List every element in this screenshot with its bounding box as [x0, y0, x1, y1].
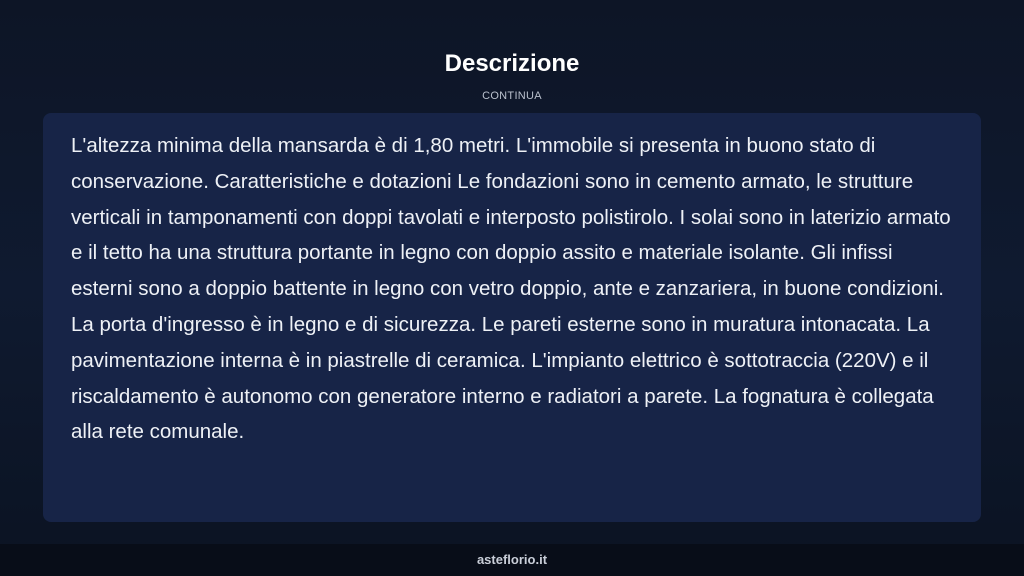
continuation-label: CONTINUA — [482, 90, 542, 102]
slide-title: Descrizione — [444, 50, 580, 77]
description-text: L'altezza minima della mansarda è di 1,80 metri. L'immobile si presenta in buono stato di conservazione. Caratteristiche e dotazioni Le fondazioni sono in cemento armato, le strutture verticali in tamponamenti con doppi tavolati e interposto polistirolo. I solai sono in laterizio armato e il tetto ha una struttura portante in legno con doppio assito e materiale isolante. Gli infissi esterni sono a doppio battente in legno con vetro doppio, ante e zanzariera, in buone condizioni. La porta d'ingresso è in legno e di sicurezza. Le pareti esterne sono in muratura intonacata. La pavimentazione interna è in piastrelle di ceramica. L'impianto elettrico è sottotraccia (220V) e il riscaldamento è autonomo con generatore interno e radiatori a parete. La fognatura è collegata alla rete comunale. — [71, 134, 951, 444]
footer-bar — [0, 544, 1024, 576]
slide-header — [0, 48, 1024, 103]
site-name: asteflorio.it — [476, 552, 548, 567]
description-card — [43, 113, 981, 522]
